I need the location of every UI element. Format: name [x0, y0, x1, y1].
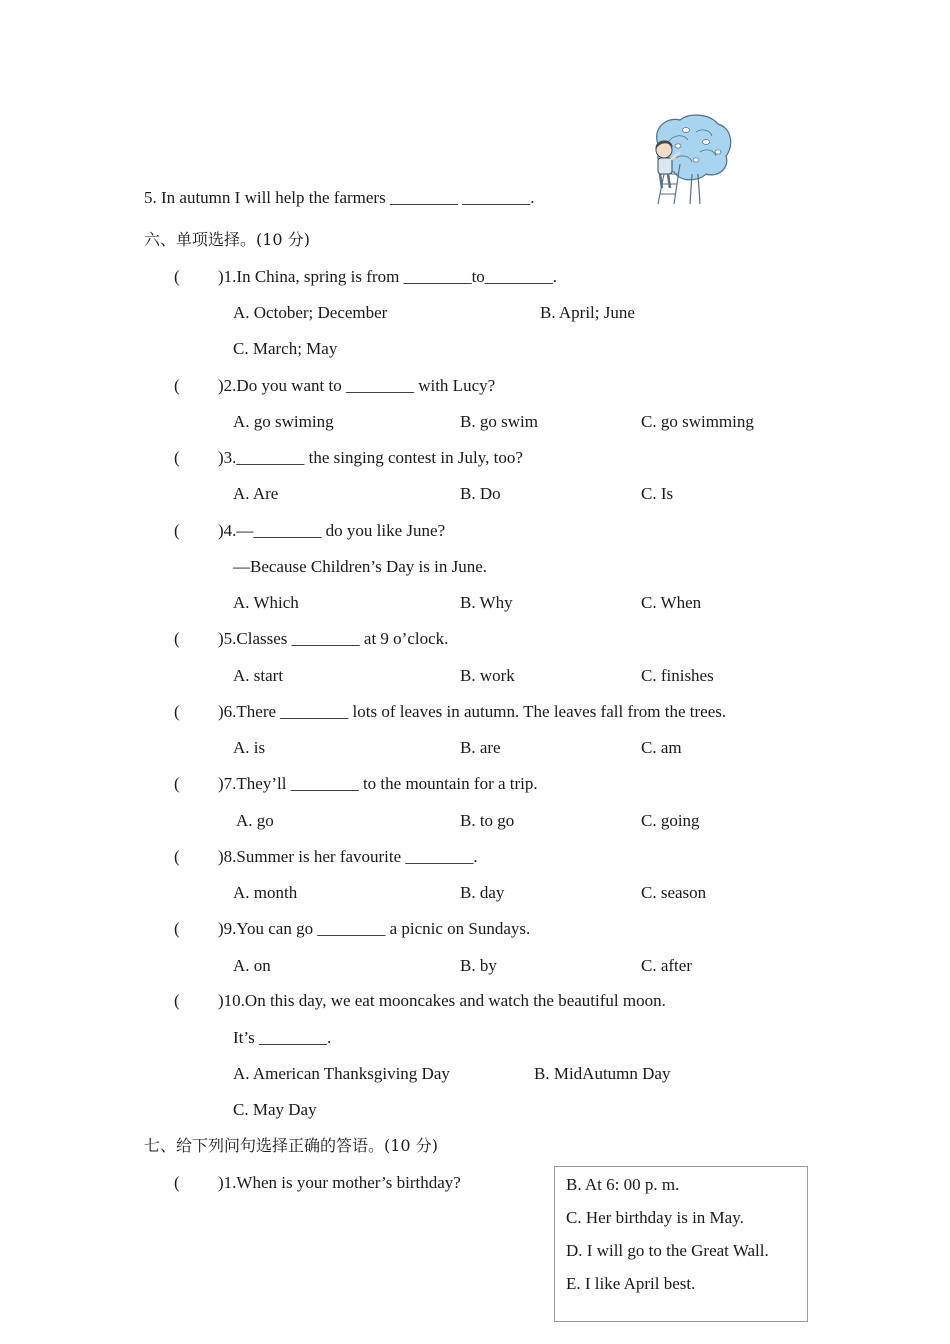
option-b: B. Do	[460, 484, 501, 503]
answer-blank-paren[interactable]: (	[174, 521, 180, 540]
question-8-text: )8.Summer is her favourite ________.	[218, 847, 478, 866]
option-b: B. by	[460, 956, 497, 975]
answer-option-c: C. Her birthday is in May.	[566, 1208, 744, 1227]
option-c: C. finishes	[641, 666, 714, 685]
question-7-text: )7.They’ll ________ to the mountain for a trip.	[218, 774, 538, 793]
option-a: A. October; December	[233, 303, 388, 322]
answer-blank-paren[interactable]: (	[174, 774, 180, 793]
answer-option-b: B. At 6: 00 p. m.	[566, 1175, 680, 1194]
answer-blank-paren[interactable]: (	[174, 991, 180, 1010]
option-c: C. When	[641, 593, 702, 612]
option-b: B. are	[460, 738, 501, 757]
answer-blank-paren[interactable]: (	[174, 376, 180, 395]
matching-question-1-text: )1.When is your mother’s birthday?	[218, 1173, 461, 1192]
answer-options-box	[554, 1166, 808, 1322]
option-c: C. going	[641, 811, 700, 830]
answer-blank-paren[interactable]: (	[174, 448, 180, 467]
answer-blank-paren[interactable]: (	[174, 629, 180, 648]
question-10-fill-line: It’s ________.	[233, 1028, 332, 1047]
answer-blank-paren[interactable]: (	[174, 702, 180, 721]
question-1-text: )1.In China, spring is from ________to________.	[218, 267, 558, 286]
option-b: B. Why	[460, 593, 513, 612]
question-4-response-line: —Because Children’s Day is in June.	[233, 557, 488, 576]
question-3-text: )3.________ the singing contest in July, too?	[218, 448, 523, 467]
option-c: C. go swimming	[641, 412, 754, 431]
option-a: A. month	[233, 883, 298, 902]
answer-option-d: D. I will go to the Great Wall.	[566, 1241, 769, 1260]
question-2-text: )2.Do you want to ________ with Lucy?	[218, 376, 496, 395]
answer-blank-paren[interactable]: (	[174, 847, 180, 866]
question-6-text: )6.There ________ lots of leaves in autumn. The leaves fall from the trees.	[218, 702, 727, 721]
option-c: C. May Day	[233, 1100, 317, 1119]
answer-option-e: E. I like April best.	[566, 1274, 696, 1293]
option-c: C. after	[641, 956, 692, 975]
option-a: A. on	[233, 956, 271, 975]
option-c: C. season	[641, 883, 707, 902]
option-a: A. Are	[233, 484, 279, 503]
question-4-text: )4.—________ do you like June?	[218, 521, 446, 540]
question-10-text: )10.On this day, we eat mooncakes and watch the beautiful moon.	[218, 991, 666, 1010]
answer-blank-paren[interactable]: (	[174, 267, 180, 286]
question-5-text: )5.Classes ________ at 9 o’clock.	[218, 629, 449, 648]
option-a: A. is	[233, 738, 266, 757]
option-b: B. go swim	[460, 412, 538, 431]
option-a: A. start	[233, 666, 284, 685]
answer-blank-paren[interactable]: (	[174, 1173, 180, 1192]
question-9-text: )9.You can go ________ a picnic on Sundays.	[218, 919, 531, 938]
option-a: A. go	[236, 811, 274, 830]
option-b: B. to go	[460, 811, 515, 830]
option-c: C. am	[641, 738, 682, 757]
option-b: B. work	[460, 666, 515, 685]
option-c: C. Is	[641, 484, 674, 503]
boy-picking-fruit-illustration	[640, 112, 736, 206]
option-b: B. day	[460, 883, 505, 902]
option-b: B. MidAutumn Day	[534, 1064, 671, 1083]
fill-in-question-5: 5. In autumn I will help the farmers ________ ________.	[144, 188, 535, 207]
section-7-heading: 七、给下列问句选择正确的答语。(10 分)	[144, 1136, 438, 1155]
answer-blank-paren[interactable]: (	[174, 919, 180, 938]
option-a: A. Which	[233, 593, 299, 612]
option-b: B. April; June	[540, 303, 635, 322]
option-a: A. American Thanksgiving Day	[233, 1064, 450, 1083]
option-a: A. go swiming	[233, 412, 334, 431]
section-6-heading: 六、单项选择。(10 分)	[144, 230, 310, 249]
option-c: C. March; May	[233, 339, 338, 358]
